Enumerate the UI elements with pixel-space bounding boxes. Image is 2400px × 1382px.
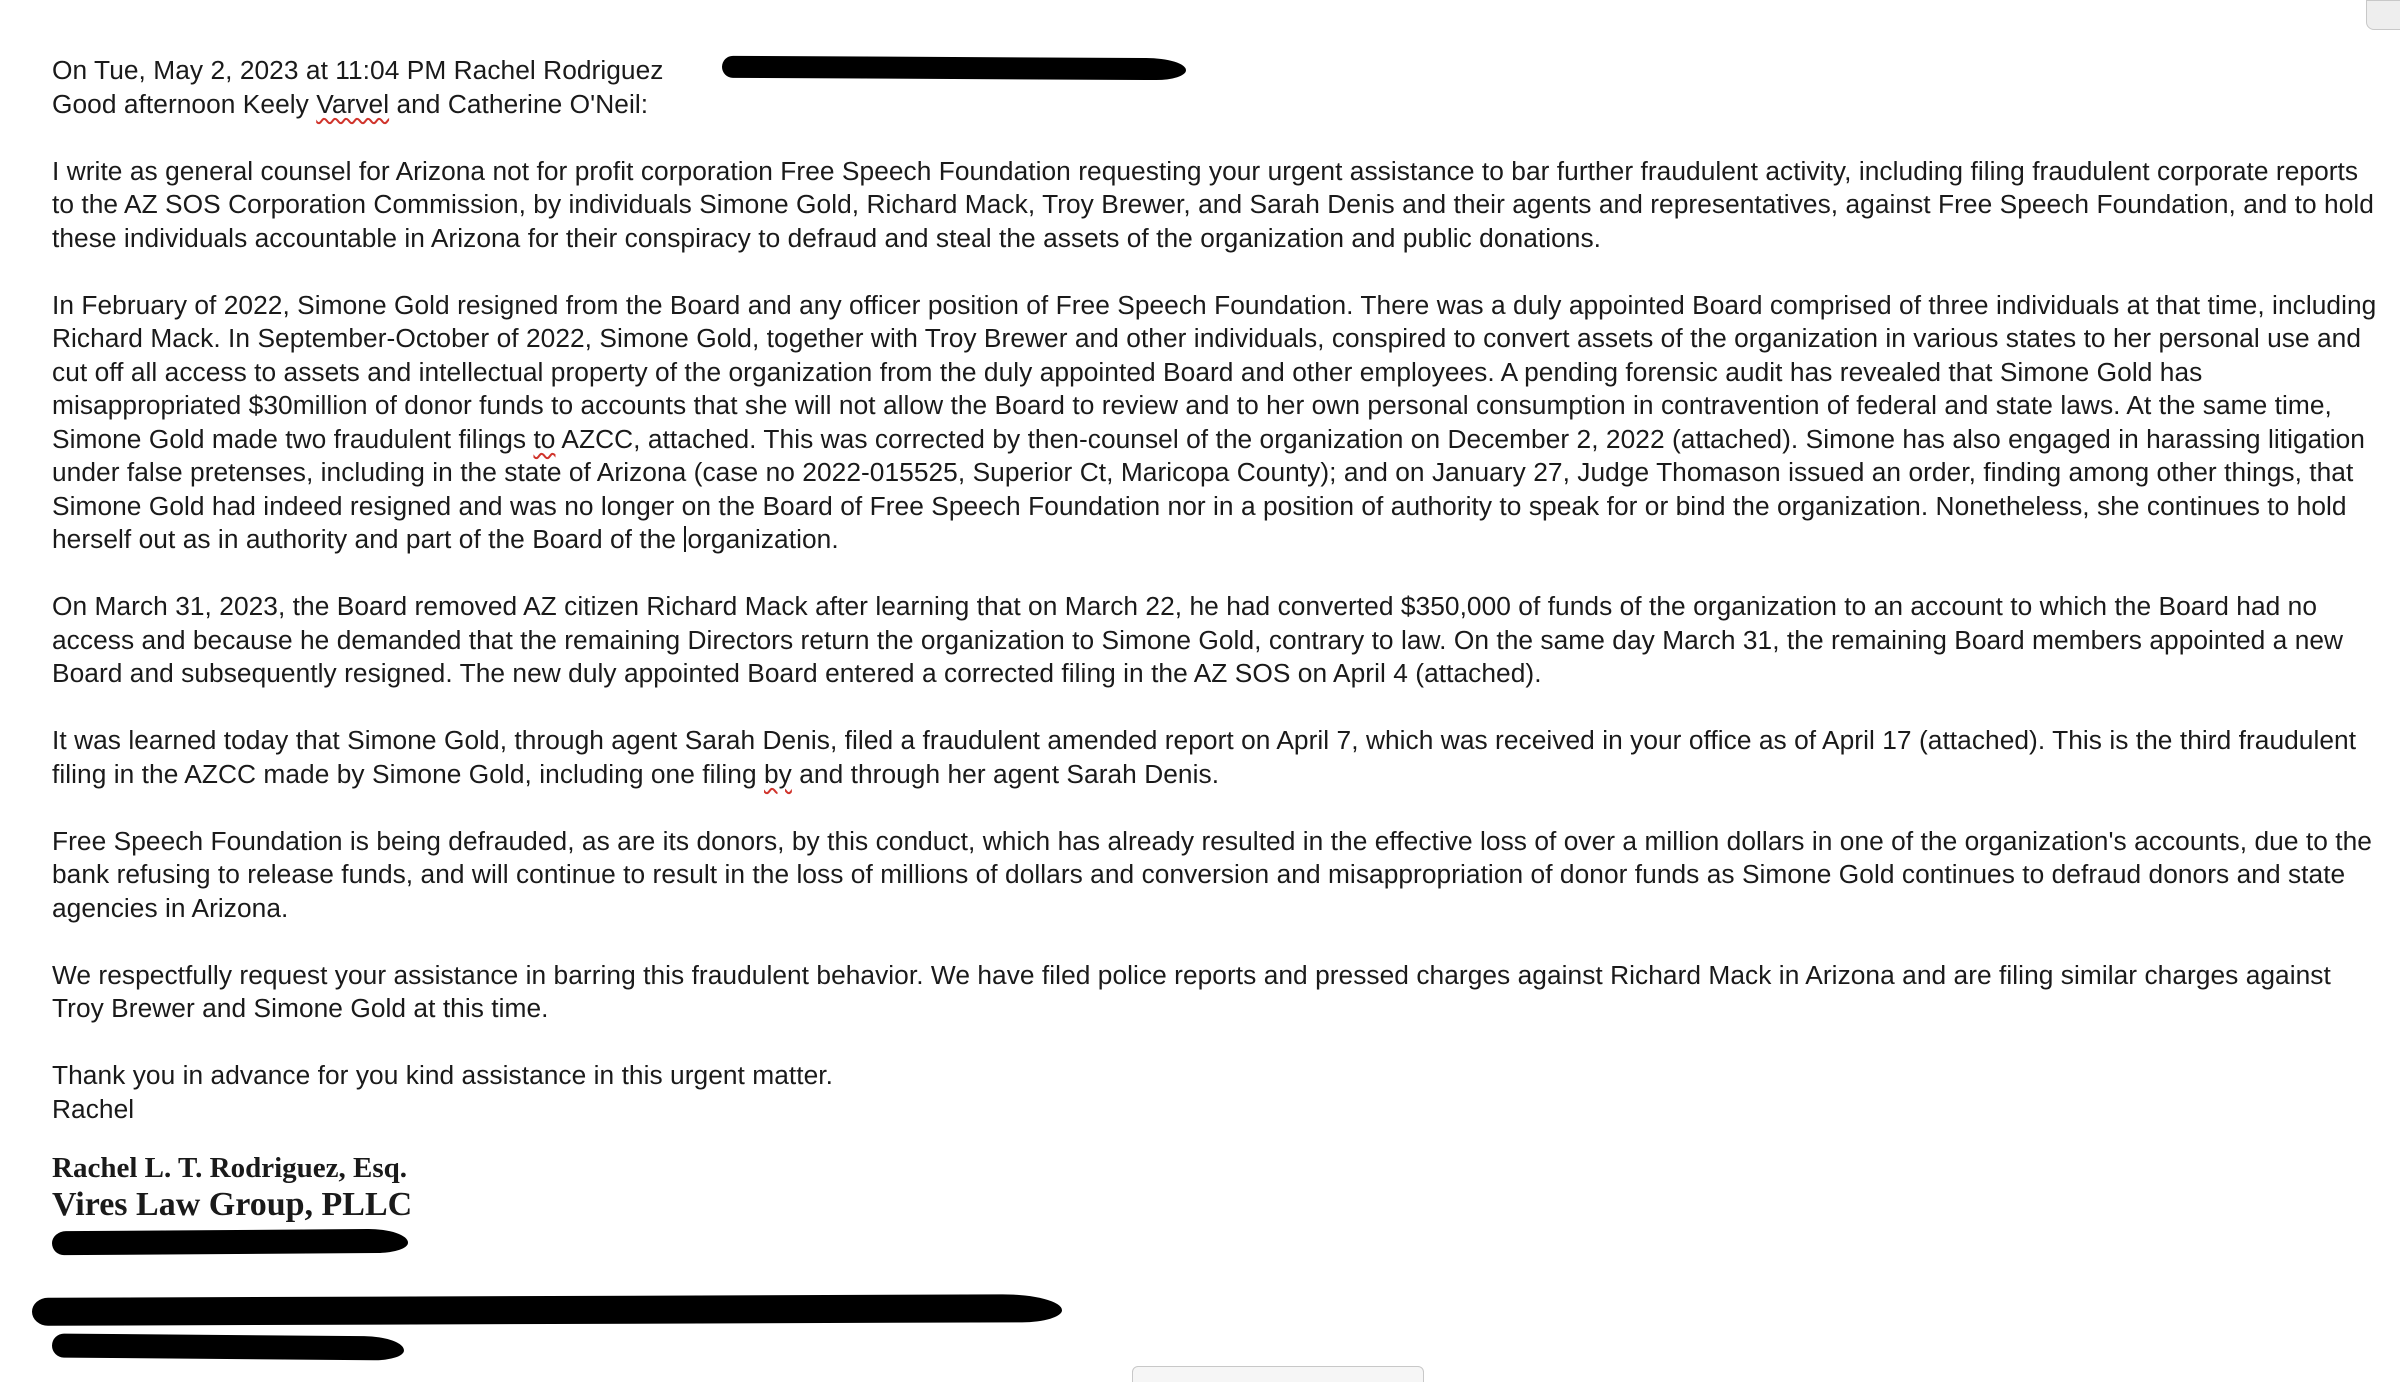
signature-name: Rachel L. T. Rodriguez, Esq. [52, 1152, 408, 1184]
paragraph-3: On March 31, 2023, the Board removed AZ citizen Richard Mack after learning that on March 22, he had converted $350,000 of funds of the organization to an account to which the Board had no access and because he demanded that the remaining Directors return the organization to Simone Gold, contrary to law. On the same day March 31, the remaining Board members appointed a new Board and subsequently resigned. The new duly appointed Board entered a corrected filing in the AZ SOS on April 4 (attached). [52, 591, 2344, 688]
greeting-suffix: and Catherine O'Neil: [389, 88, 649, 119]
signature-block [52, 1150, 412, 1224]
redaction-address [32, 1294, 1062, 1326]
closing-line: Thank you in advance for you kind assistance in this urgent matter. [52, 1060, 833, 1090]
paragraph-5: Free Speech Foundation is being defrauded, as are its donors, by this conduct, which has already resulted in the effective loss of over a million dollars in one of the organization's accounts, due to the bank refusing to release funds, and will continue to result in the loss of millions of dollars and conversion and misappropriation of donor funds as Simone Gold continues to defraud donors and state agencies in Arizona. [52, 825, 2372, 923]
greeting-prefix: Good afternoon Keely [52, 88, 317, 119]
header-text: On Tue, May 2, 2023 at 11:04 PM Rachel Rodriguez [52, 55, 664, 85]
email-header-line [52, 54, 2382, 88]
email-body [52, 54, 2382, 1126]
paragraph-6: We respectfully request your assistance in barring this fraudulent behavior. We have filed police reports and pressed charges against Richard Mack in Arizona and are filing similar charges against Troy Brewer and Simone Gold at this time. [52, 959, 2331, 1023]
sign-first-name: Rachel [52, 1093, 135, 1124]
paragraph-1: I write as general counsel for Arizona not for profit corporation Free Speech Foundation requesting your urgent assistance to bar further fraudulent activity, including filing fraudulent corporate reports to the AZ SOS Corporation Commission, by individuals Simone Gold, Richard Mack, Troy Brewer, and Sarah Denis and their agents and representatives, against Free Speech Foundation, and to hold these individuals accountable in Arizona for their conspiracy to defraud and steal the assets of the organization and public donations. [52, 155, 2374, 253]
window-corner-tab[interactable] [2366, 0, 2400, 30]
bottom-toolbar-tab[interactable] [1132, 1366, 1424, 1382]
paragraph-2-part-c: organization. [687, 524, 839, 554]
redaction-contact [52, 1333, 404, 1360]
paragraph-4-part-b: and through her agent Sarah Denis. [791, 758, 1220, 789]
paragraph-4-part-a: It was learned today that Simone Gold, through agent Sarah Denis, filed a fraudulent amended report on April 7, which was received in your office as of April 17 (attached). This is the third fraudulent filing in the AZCC made by Simone Gold, including one filing [52, 725, 2357, 789]
paragraph-4 [52, 724, 2382, 791]
redaction-email-address [722, 56, 1186, 80]
email-greeting [52, 88, 2382, 122]
grammar-flag-by: by [764, 758, 792, 789]
signature-firm: Vires Law Group, PLLC [52, 1186, 413, 1223]
paragraph-2-part-a: In February of 2022, Simone Gold resigned from the Board and any officer position of Free Speech Foundation. There was a duly appointed Board comprised of three individuals at that time, including Richard Mack. In September-October of 2022, Simone Gold, together with Troy Brewer and other individuals, conspired to convert assets of the organization in various states to her personal use and cut off all access to assets and intellectual property of the organization from the duly appointed Board and other employees. A pending forensic audit has revealed that Simone Gold has misappropriated $30million of donor funds to accounts that she will not allow the Board to review and to her own personal consumption in contravention of federal and state laws. At the same time, Simone Gold made two fraudulent filings [52, 289, 2377, 454]
redaction-phone [52, 1229, 408, 1255]
paragraph-2 [52, 289, 2382, 557]
greeting-name-misspelled: Varvel [316, 88, 390, 119]
grammar-flag-to: to [533, 423, 556, 454]
paragraph-2-part-b: AZCC, attached. This was corrected by then-counsel of the organization on December 2, 2022 (attached). Simone has also engaged in harassing litigation under false pretenses, including in the state of Arizona (case no 2022-015525, Superior Ct, Maricopa County); and on January 27, Judge Thomason issued an order, finding among other things, that Simone Gold had indeed resigned and was no longer on the Board of Free Speech Foundation nor in a position of authority to speak for or bind the organization. Nonetheless, she continues to hold herself out as in authority and part of the Board of the [52, 423, 2365, 554]
